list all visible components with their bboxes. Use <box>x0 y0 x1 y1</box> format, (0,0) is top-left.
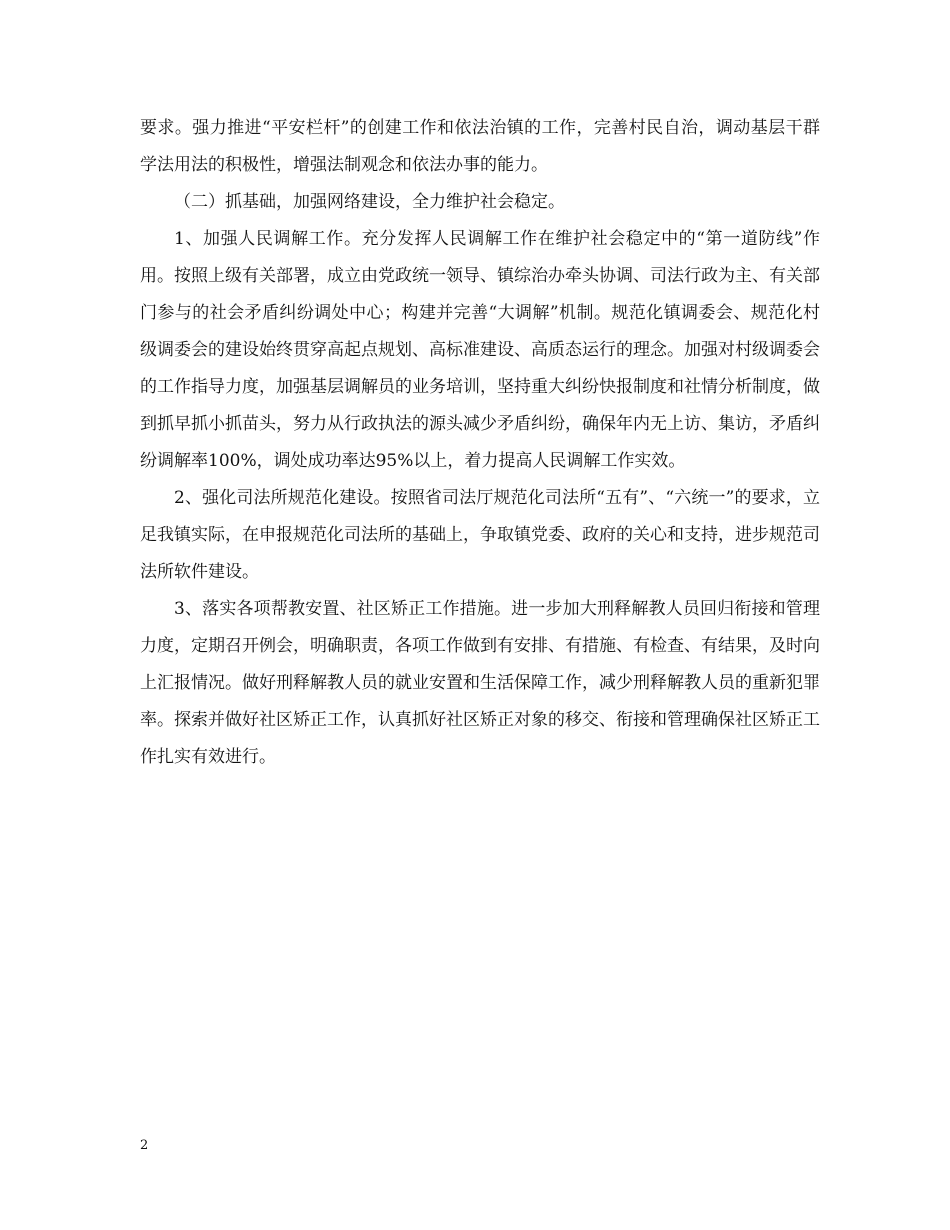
paragraph-item-3: 3、落实各项帮教安置、社区矫正工作措施。进一步加大刑释解教人员回归衔接和管理力度，定期召开例会，明确职责，各项工作做到有安排、有措施、有检查、有结果，及时向上汇报情况。做好刑释解教人员的就业安置和生活保障工作，减少刑释解教人员的重新犯罪率。探索并做好社区矫正工作，认真抓好社区矫正对象的移交、衔接和管理确保社区矫正工作扎实有效进行。 <box>140 599 820 767</box>
document-body <box>140 110 820 776</box>
paragraph-item-2: 2、强化司法所规范化建设。按照省司法厅规范化司法所“五有”、“六统一”的要求，立足我镇实际，在申报规范化司法所的基础上，争取镇党委、政府的关心和支持，进步规范司法所软件建设。 <box>140 488 820 582</box>
section-heading: （二）抓基础，加强网络建设，全力维护社会稳定。 <box>174 192 565 212</box>
page-number: 2 <box>140 1138 149 1153</box>
paragraph-item-1: 1、加强人民调解工作。充分发挥人民调解工作在维护社会稳定中的“第一道防线”作用。按照上级有关部署，成立由党政统一领导、镇综治办牵头协调、司法行政为主、有关部门参与的社会矛盾纠纷调处中心；构建并完善“大调解”机制。规范化镇调委会、规范化村级调委会的建设始终贯穿高起点规划、高标准建设、高质态运行的理念。加强对村级调委会的工作指导力度，加强基层调解员的业务培训，坚持重大纠纷快报制度和社情分析制度，做到抓早抓小抓苗头，努力从行政执法的源头减少矛盾纠纷，确保年内无上访、集访，矛盾纠纷调解率100%，调处成功率达95%以上，着力提高人民调解工作实效。 <box>140 229 820 471</box>
paragraph-continuation: 要求。强力推进“平安栏杆”的创建工作和依法治镇的工作，完善村民自治，调动基层干群学法用法的积极性，增强法制观念和依法办事的能力。 <box>140 118 820 175</box>
